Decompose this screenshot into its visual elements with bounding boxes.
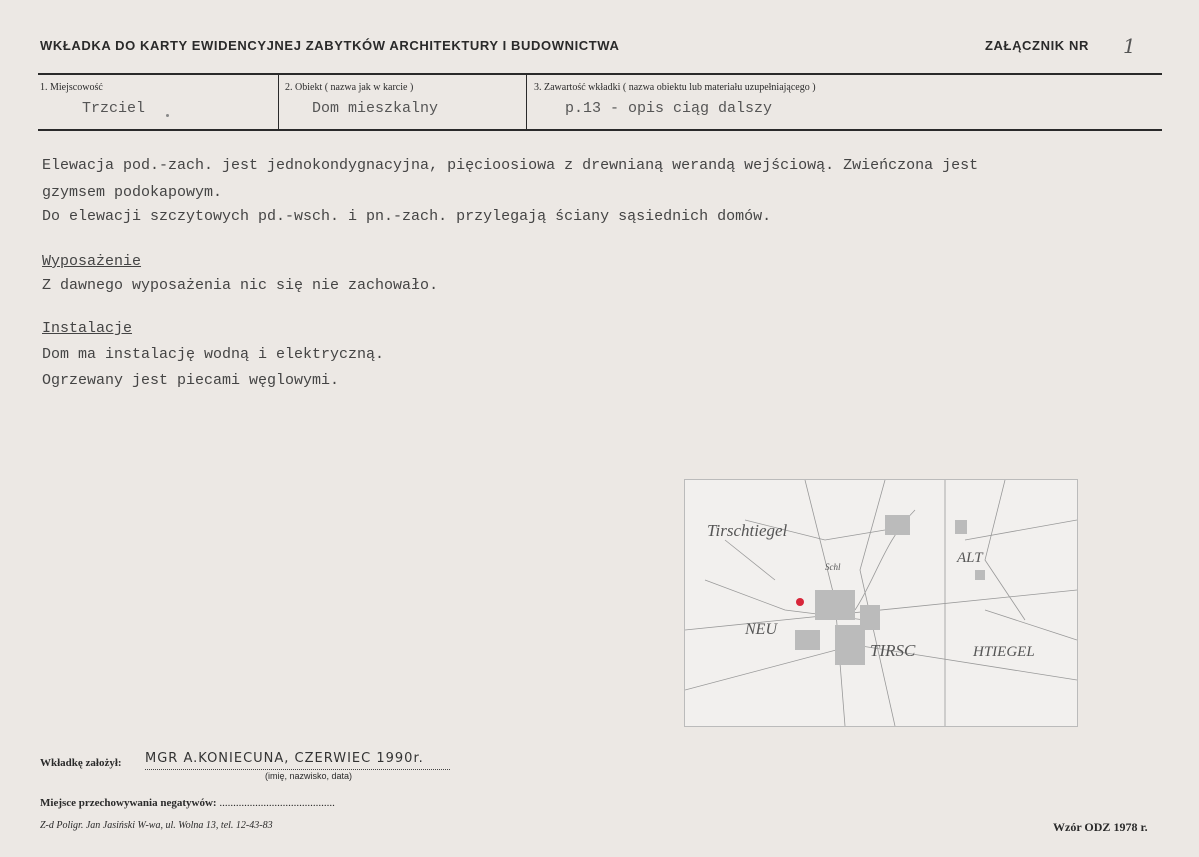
created-by-label: Wkładkę założył: <box>40 757 122 769</box>
field-object-label: 2. Obiekt ( nazwa jak w karcie ) <box>285 82 414 93</box>
location-map <box>684 479 1078 727</box>
equipment-heading: Wyposażenie <box>42 253 142 270</box>
installations-heading: Instalacje <box>42 320 133 337</box>
equipment-line-1: Z dawnego wyposażenia nic się nie zachowało. <box>42 277 439 294</box>
printer-info: Z-d Poligr. Jan Jasiński W-wa, ul. Wolna 13, tel. 12-43-83 <box>40 820 273 831</box>
stray-dot <box>166 114 169 117</box>
created-by-hint: (imię, nazwisko, data) <box>265 771 353 781</box>
body-line-2: gzymsem podokapowym. <box>42 184 223 201</box>
created-by-value: MGR A.KONIECUNA, CZERWIEC 1990r. <box>145 751 424 766</box>
negatives-label <box>40 797 335 809</box>
field-divider-2 <box>526 75 527 129</box>
fields-bottom-rule <box>38 129 1162 131</box>
form-title: WKŁADKA DO KARTY EWIDENCYJNEJ ZABYTKÓW ARCHITEKTURY I BUDOWNICTWA <box>40 38 620 53</box>
body-line-3: Do elewacji szczytowych pd.-wsch. i pn.-zach. przylegają ściany sąsiednich domów. <box>42 208 772 225</box>
negatives-value: .......................................... <box>219 797 335 809</box>
negatives-label-text: Miejsce przechowywania negatywów: <box>40 797 217 809</box>
annex-label: ZAŁĄCZNIK NR <box>985 38 1089 53</box>
map-label-neu: NEU <box>745 621 777 638</box>
field-place-value: Trzciel <box>82 100 146 117</box>
field-place-label: 1. Miejscowość <box>40 82 103 93</box>
field-divider-1 <box>278 75 279 129</box>
map-label-tirsc: TIRSC <box>870 641 916 660</box>
map-label-tirschtiegel: Tirschtiegel <box>707 521 788 540</box>
installations-line-2: Ogrzewany jest piecami węglowymi. <box>42 372 340 389</box>
map-label-htiegel: HTIEGEL <box>973 644 1035 660</box>
field-content-value: p.13 - opis ciąg dalszy <box>565 100 773 117</box>
map-graphic <box>685 480 1077 726</box>
body-line-1: Elewacja pod.-zach. jest jednokondygnacyjna, pięcioosiowa z drewnianą werandą wejściową. Zwieńczona jest <box>42 157 979 174</box>
field-content-label: 3. Zawartość wkładki ( nazwa obiektu lub materiału uzupełniającego ) <box>534 82 816 93</box>
map-label-schl: Schl <box>825 562 841 572</box>
annex-number: 1 <box>1123 34 1136 58</box>
map-label-alt: ALT <box>957 550 983 566</box>
top-rule <box>38 73 1162 75</box>
field-object-value: Dom mieszkalny <box>312 100 439 117</box>
location-marker <box>796 598 804 606</box>
created-by-dotline <box>145 769 450 770</box>
form-model: Wzór ODZ 1978 r. <box>1053 820 1148 834</box>
installations-line-1: Dom ma instalację wodną i elektryczną. <box>42 346 385 363</box>
